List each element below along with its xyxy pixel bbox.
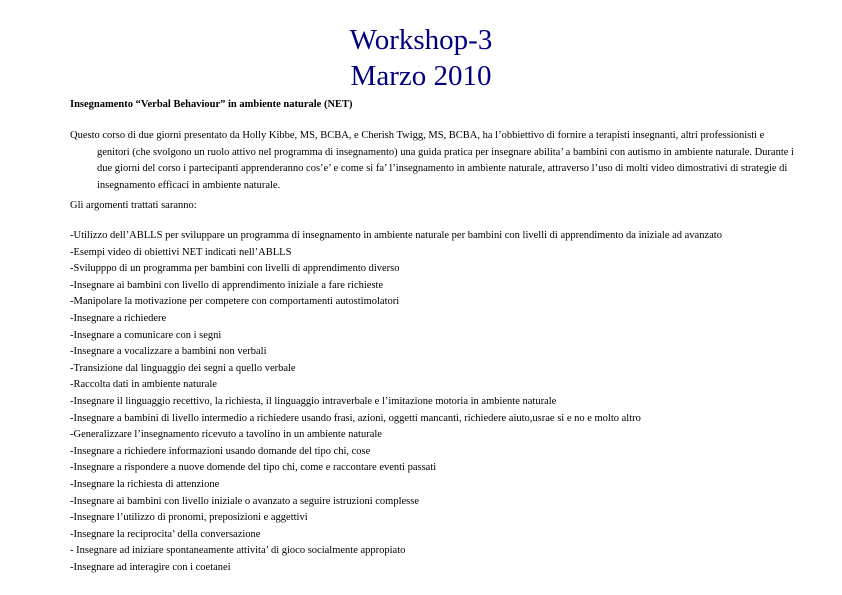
list-item: -Insegnare ai bambini con livello di apprendimento iniziale a fare richieste (70, 279, 384, 291)
intro-paragraph: Questo corso di due giorni presentato da Holly Kibbe, MS, BCBA, e Cherish Twigg, MS, BCBA, ha l’obbiettivo di fornire a terapisti insegnanti, altri professionisti e genitori (che svolgono un ruolo attivo nel programma di insegnamento) una guida pratica per insegnare abilita’ a bambini con autismo in ambiente naturale. Durante i due giorni del corso i partecipanti apprenderanno cos’e’ e come si fa’ l’insegnamento in ambiente naturale, attraverso l’uso di molti video dimostrativi di strategie di insegnamento efficaci in ambiente naturale. (70, 130, 794, 191)
list-item: -Insegnare a vocalizzare a bambini non verbali (70, 346, 267, 358)
list-item: -Insegnare a richiedere (70, 312, 167, 324)
list-item: -Transizione dal linguaggio dei segni a quello verbale (70, 362, 296, 374)
topics-lead: Gli argomenti trattati saranno: (70, 200, 197, 211)
list-item: - Insegnare ad iniziare spontaneamente attivita’ di gioco socialmente appropiato (70, 545, 406, 557)
list-item: -Insegnare a rispondere a nuove domende del tipo chi, come e raccontare eventi passati (70, 462, 437, 474)
list-item: -Insegnare la reciprocita’ della conversazione (70, 528, 261, 540)
page-title: Workshop-3 (349, 24, 493, 56)
list-item: -Manipolare la motivazione per competere con comportamenti autostimolatori (70, 296, 400, 308)
list-item: -Raccolta dati in ambiente naturale (70, 379, 217, 391)
list-item: -Esempi video di obiettivi NET indicati nell’ABLLS (70, 246, 292, 258)
list-item: -Svilupppo di un programma per bambini con livelli di apprendimento diverso (70, 263, 400, 275)
list-item: -Insegnare ad interagire con i coetanei (70, 561, 231, 573)
course-subtitle: Insegnamento “Verbal Behaviour” in ambiente naturale (NET) (70, 99, 353, 110)
list-item: -Generalizzare l’insegnamento ricevuto a tavolino in un ambiente naturale (70, 429, 382, 441)
list-item: -Insegnare ai bambini con livello iniziale o avanzato a seguire istruzioni complesse (70, 495, 420, 507)
list-item: -Insegnare a bambini di livello intermedio a richiedere usando frasi, azioni, oggetti mancanti, richiedere aiuto,usrae si e no e molto altro (70, 412, 641, 424)
list-item: -Insegnare a richiedere informazioni usando domande del tipo chi, cose (70, 445, 371, 457)
topics-list (70, 228, 775, 576)
list-item: -Insegnare a comunicare con i segni (70, 329, 222, 341)
list-item: -Insegnare il linguaggio recettivo, la richiesta, il linguaggio intraverbale e l’imitazione motoria in ambiente naturale (70, 395, 557, 407)
list-item: -Insegnare la richiesta di attenzione (70, 478, 220, 490)
list-item: -Utilizzo dell’ABLLS per sviluppare un programma di insegnamento in ambiente naturale per bambini con livelli di apprendimento da iniziale ad avanzato (70, 230, 722, 241)
list-item: -Insegnare l’utilizzo di pronomi, preposizioni e aggettivi (70, 512, 308, 524)
page-date: Marzo 2010 (350, 60, 492, 92)
